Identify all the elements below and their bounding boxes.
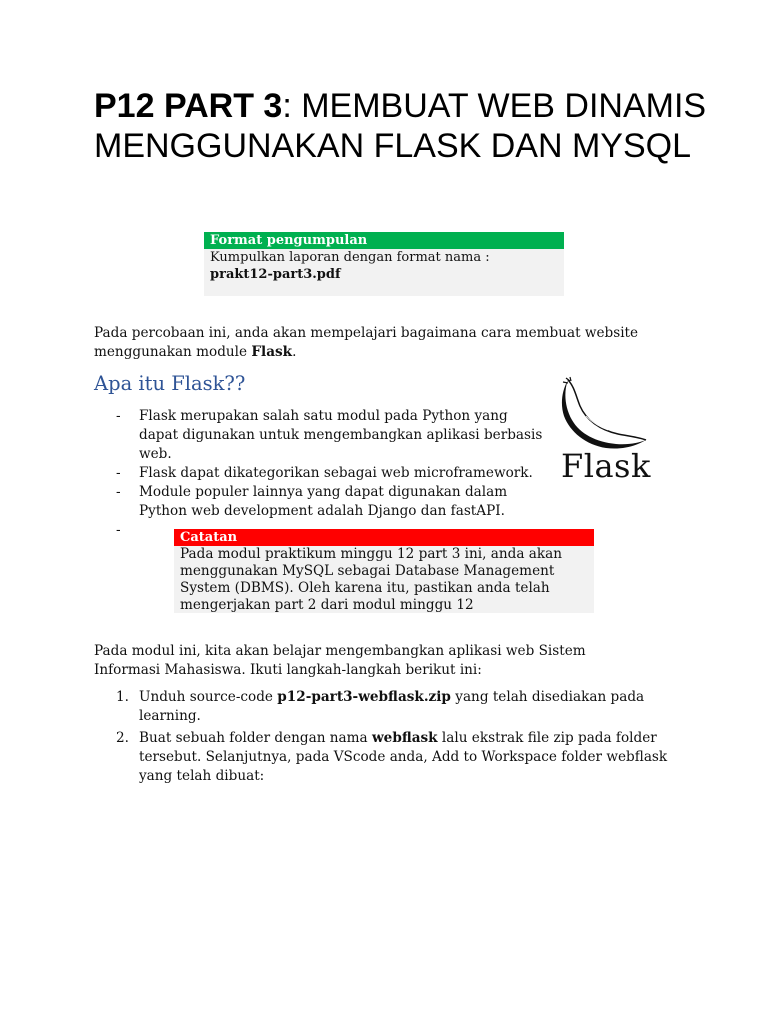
format-box — [204, 232, 564, 296]
list-item — [94, 464, 544, 483]
flask-logo-text: Flask — [561, 447, 651, 485]
list-item — [94, 729, 684, 786]
bullet-marker: - — [116, 408, 121, 424]
module-intro-paragraph: Pada modul ini, kita akan belajar mengembangkan aplikasi web Sistem Informasi Mahasiswa. Ikuti langkah-langkah berikut ini: — [94, 643, 586, 678]
step-marker: 1. — [116, 689, 129, 705]
step-post: lalu ekstrak file zip pada folder tersebut. Selanjutnya, pada VScode anda, Add to Workspace folder webflask yang telah dibuat: — [139, 730, 668, 784]
title-rest: : MEMBUAT WEB DINAMIS MENGGUNAKAN FLASK DAN MYSQL — [94, 87, 707, 165]
note-box-header: Catatan — [174, 529, 594, 546]
intro-paragraph — [94, 324, 654, 362]
section-heading: Apa itu Flask?? — [94, 372, 246, 395]
step-post: yang telah disediakan pada learning. — [139, 689, 645, 724]
bullet-marker: - — [116, 522, 121, 538]
format-box-line: Kumpulkan laporan dengan format nama : — [210, 250, 490, 265]
note-box — [174, 529, 594, 613]
intro-bold: Flask — [251, 344, 293, 360]
intro-text: Pada percobaan ini, anda akan mempelajari bagaimana cara membuat website menggunakan module — [94, 325, 639, 360]
bullet-text: Flask merupakan salah satu modul pada Python yang dapat digunakan untuk mengembangkan aplikasi berbasis web. — [139, 408, 543, 462]
steps-list — [94, 688, 684, 789]
format-box-filename: prakt12-part3.pdf — [210, 267, 341, 282]
bullet-text — [139, 522, 143, 538]
note-box-body: Pada modul praktikum minggu 12 part 3 ini, anda akan menggunakan MySQL sebagai Database Management System (DBMS). Oleh karena itu, pastikan anda telah mengerjakan part 2 dari modul minggu 12 — [180, 546, 562, 613]
bullet-marker: - — [116, 484, 121, 500]
list-item — [94, 688, 684, 726]
flask-bullet-list — [94, 407, 544, 540]
list-item — [94, 483, 544, 521]
step-pre: Unduh source-code — [139, 689, 278, 705]
step-bold: p12-part3-webflask.zip — [277, 689, 451, 705]
intro-end: . — [292, 344, 297, 360]
step-pre: Buat sebuah folder dengan nama — [139, 730, 372, 746]
bullet-text: Module populer lainnya yang dapat digunakan dalam Python web development adalah Django dan fastAPI. — [139, 484, 508, 519]
list-item — [94, 407, 544, 464]
step-bold: webflask — [371, 730, 438, 746]
page-title — [94, 86, 714, 166]
step-marker: 2. — [116, 730, 129, 746]
bullet-marker: - — [116, 465, 121, 481]
format-box-body — [204, 249, 564, 283]
title-bold: P12 PART 3 — [94, 87, 283, 125]
bullet-text: Flask dapat dikategorikan sebagai web microframework. — [139, 465, 533, 481]
format-box-header: Format pengumpulan — [204, 232, 564, 249]
